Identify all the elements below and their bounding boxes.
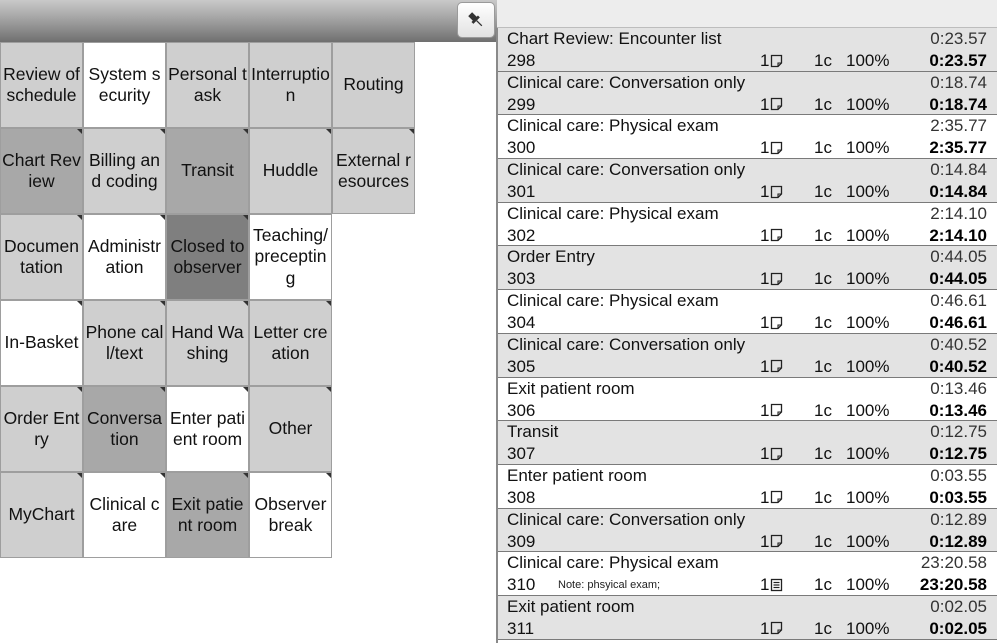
corner-marker-icon: [243, 301, 248, 306]
encounter-id: 303: [507, 269, 536, 289]
encounter-percent: 100%: [846, 400, 890, 420]
encounter-percent: 100%: [846, 531, 890, 551]
corner-marker-icon: [326, 129, 331, 134]
note-empty-icon: [770, 403, 783, 417]
encounter-channels: 1c: [814, 313, 832, 333]
encounter-duration: 2:35.77: [930, 116, 987, 136]
encounter-channels: 1c: [814, 618, 832, 638]
note-empty-icon: [770, 490, 783, 504]
encounter-list: [498, 28, 997, 640]
encounter-channels: 1c: [814, 356, 832, 376]
task-tile-label: Letter creation: [253, 321, 328, 363]
task-tile[interactable]: [249, 300, 332, 386]
encounter-id: 311: [507, 618, 535, 638]
encounter-total: 0:12.75: [929, 444, 987, 464]
encounter-activity: Clinical care: Conversation only: [507, 72, 746, 92]
encounter-id: 304: [507, 313, 536, 333]
encounter-count[interactable]: [760, 50, 783, 71]
encounter-row[interactable]: [498, 552, 997, 596]
task-tile-label: In-Basket: [4, 332, 79, 353]
encounter-count[interactable]: [760, 487, 783, 508]
encounter-count-value: 1: [760, 487, 770, 507]
task-tile-label: Exit patient room: [171, 493, 244, 535]
task-tile[interactable]: [83, 128, 166, 214]
task-tile-label: Billing and coding: [88, 149, 161, 191]
encounter-id: 310: [507, 575, 536, 595]
note-empty-icon: [770, 316, 783, 330]
encounter-total: 0:12.89: [929, 531, 987, 551]
task-tile[interactable]: [249, 214, 332, 300]
encounter-channels: 1c: [814, 138, 832, 158]
encounter-percent: 100%: [846, 313, 890, 333]
task-tile-label: Administration: [88, 235, 161, 277]
task-tile-label: Personal task: [168, 63, 247, 105]
note-empty-icon: [770, 447, 783, 461]
task-tile[interactable]: [166, 42, 249, 128]
task-tile[interactable]: [332, 42, 415, 128]
corner-marker-icon: [243, 387, 248, 392]
encounter-duration: 0:23.57: [930, 29, 987, 48]
encounter-percent: 100%: [846, 444, 890, 464]
encounter-count[interactable]: [760, 618, 783, 639]
encounter-count-value: 1: [760, 575, 770, 595]
encounter-count[interactable]: [760, 574, 783, 595]
note-empty-icon: [770, 272, 783, 286]
task-tile-label: Enter patient room: [170, 407, 245, 449]
encounter-activity: Clinical care: Physical exam: [507, 291, 719, 311]
task-tile-label: Clinical care: [89, 493, 160, 535]
encounter-total: 2:35.77: [929, 138, 987, 158]
task-tile[interactable]: [166, 386, 249, 472]
task-tile-label: Teaching/precepting: [253, 224, 328, 288]
encounter-duration: 0:03.55: [930, 465, 987, 485]
corner-marker-icon: [160, 215, 165, 220]
encounter-id: 306: [507, 400, 536, 420]
encounter-row[interactable]: [498, 465, 997, 509]
task-tile-label: Routing: [343, 74, 404, 95]
encounter-activity: Order Entry: [507, 247, 595, 267]
encounter-percent: 100%: [846, 356, 890, 376]
encounter-count-value: 1: [760, 444, 770, 464]
encounter-duration: 0:02.05: [930, 596, 987, 616]
encounter-row[interactable]: [498, 72, 997, 116]
encounter-count[interactable]: [760, 181, 783, 202]
corner-marker-icon: [243, 215, 248, 220]
encounter-count-value: 1: [760, 400, 770, 420]
encounter-channels: 1c: [814, 575, 832, 595]
encounter-id: 309: [507, 531, 536, 551]
encounter-row[interactable]: [498, 203, 997, 247]
task-tile-label: Other: [268, 418, 313, 439]
encounter-id: 300: [507, 138, 536, 158]
task-tile[interactable]: [166, 214, 249, 300]
task-tile[interactable]: [0, 300, 83, 386]
encounter-note: Note: phsyical exam;: [558, 579, 661, 592]
encounter-percent: 100%: [846, 94, 890, 114]
encounter-total: 0:46.61: [929, 313, 987, 333]
encounter-count[interactable]: [760, 400, 783, 421]
encounter-total: 0:03.55: [929, 487, 987, 507]
task-tile-label: Observer break: [254, 493, 327, 535]
encounter-count-value: 1: [760, 531, 770, 551]
corner-marker-icon: [77, 301, 82, 306]
list-header-bar: [497, 0, 997, 28]
task-tile[interactable]: [166, 300, 249, 386]
corner-marker-icon: [326, 473, 331, 478]
task-tile[interactable]: [83, 472, 166, 558]
task-tile-label: Phone call/text: [85, 321, 164, 363]
encounter-percent: 100%: [846, 225, 890, 245]
encounter-row[interactable]: [498, 246, 997, 290]
top-toolbar: [0, 0, 497, 42]
task-tile-label: System security: [88, 63, 161, 105]
encounter-channels: 1c: [814, 182, 832, 202]
encounter-id: 305: [507, 356, 536, 376]
encounter-percent: 100%: [846, 618, 890, 638]
encounter-activity: Clinical care: Conversation only: [507, 334, 746, 354]
task-tile[interactable]: [83, 214, 166, 300]
task-tile-label: Documentation: [4, 235, 79, 277]
encounter-channels: 1c: [814, 444, 832, 464]
encounter-row[interactable]: [498, 159, 997, 203]
corner-marker-icon: [160, 129, 165, 134]
encounter-count-value: 1: [760, 138, 770, 158]
task-tile[interactable]: [83, 42, 166, 128]
encounter-id: 298: [507, 51, 536, 70]
task-tile[interactable]: [0, 386, 83, 472]
task-tile[interactable]: [83, 300, 166, 386]
corner-marker-icon: [160, 473, 165, 478]
encounter-count-value: 1: [760, 51, 770, 70]
encounter-channels: 1c: [814, 225, 832, 245]
encounter-total: 0:14.84: [929, 182, 987, 202]
task-tile-label: Conversation: [87, 407, 162, 449]
task-tile-label: Interruption: [251, 63, 330, 105]
encounter-count[interactable]: [760, 94, 783, 115]
corner-marker-icon: [160, 387, 165, 392]
encounter-count[interactable]: [760, 225, 783, 246]
encounter-total: 23:20.58: [919, 575, 987, 595]
encounter-row[interactable]: [498, 509, 997, 553]
encounter-activity: Clinical care: Conversation only: [507, 160, 746, 180]
encounter-count-value: 1: [760, 313, 770, 333]
encounter-activity: Clinical care: Physical exam: [507, 203, 719, 223]
encounter-count-value: 1: [760, 356, 770, 376]
task-tile-label: Review of schedule: [3, 63, 80, 105]
corner-marker-icon: [77, 215, 82, 220]
task-tile[interactable]: [0, 128, 83, 214]
encounter-count-value: 1: [760, 225, 770, 245]
encounter-duration: 0:40.52: [930, 334, 987, 354]
task-tile[interactable]: [249, 128, 332, 214]
note-empty-icon: [770, 534, 783, 548]
task-tile[interactable]: [249, 472, 332, 558]
encounter-count-value: 1: [760, 269, 770, 289]
task-tile[interactable]: [332, 128, 415, 214]
encounter-duration: 0:44.05: [930, 247, 987, 267]
encounter-channels: 1c: [814, 487, 832, 507]
encounter-count[interactable]: [760, 137, 783, 158]
encounter-activity: Clinical care: Conversation only: [507, 509, 746, 529]
task-tile-label: Order Entry: [3, 407, 80, 449]
task-tile[interactable]: [0, 472, 83, 558]
encounter-duration: 0:13.46: [930, 378, 987, 398]
note-empty-icon: [770, 359, 783, 373]
encounter-duration: 0:18.74: [930, 72, 987, 92]
corner-marker-icon: [326, 301, 331, 306]
encounter-row[interactable]: [498, 334, 997, 378]
encounter-count-value: 1: [760, 182, 770, 202]
encounter-activity: Exit patient room: [507, 378, 635, 398]
encounter-count[interactable]: [760, 531, 783, 552]
encounter-activity: Enter patient room: [507, 465, 647, 485]
encounter-id: 301: [507, 182, 536, 202]
note-empty-icon: [770, 621, 783, 635]
task-tile[interactable]: [0, 42, 83, 128]
task-tile-label: External resources: [336, 149, 411, 191]
note-empty-icon: [770, 141, 783, 155]
note-empty-icon: [770, 54, 783, 68]
encounter-channels: 1c: [814, 531, 832, 551]
encounter-duration: 23:20.58: [920, 553, 987, 573]
corner-marker-icon: [160, 301, 165, 306]
encounter-row[interactable]: [498, 28, 997, 72]
encounter-total: 0:40.52: [929, 356, 987, 376]
encounter-count[interactable]: [760, 268, 783, 289]
task-tile[interactable]: [249, 42, 332, 128]
encounter-row[interactable]: [498, 421, 997, 465]
corner-marker-icon: [243, 473, 248, 478]
task-tile[interactable]: [83, 386, 166, 472]
encounter-count[interactable]: [760, 443, 783, 464]
encounter-total: 2:14.10: [929, 225, 987, 245]
task-tile-label: Hand Washing: [171, 321, 244, 363]
corner-marker-icon: [77, 473, 82, 478]
pushpin-icon: [465, 9, 487, 31]
encounter-total: 0:02.05: [929, 618, 987, 638]
encounter-count-value: 1: [760, 618, 770, 638]
task-tile[interactable]: [166, 472, 249, 558]
encounter-id: 299: [507, 94, 536, 114]
encounter-activity: Chart Review: Encounter list: [507, 29, 722, 48]
encounter-percent: 100%: [846, 182, 890, 202]
encounter-duration: 0:14.84: [930, 160, 987, 180]
encounter-count[interactable]: [760, 356, 783, 377]
encounter-count-value: 1: [760, 94, 770, 114]
task-tile[interactable]: [0, 214, 83, 300]
note-empty-icon: [770, 97, 783, 111]
encounter-percent: 100%: [846, 575, 890, 595]
task-tile-label: Huddle: [262, 160, 319, 181]
task-tile-label: MyChart: [8, 504, 75, 525]
encounter-total: 0:23.57: [929, 51, 987, 70]
encounter-activity: Clinical care: Physical exam: [507, 116, 719, 136]
encounter-percent: 100%: [846, 269, 890, 289]
encounter-total: 0:18.74: [929, 94, 987, 114]
encounter-channels: 1c: [814, 400, 832, 420]
note-empty-icon: [770, 185, 783, 199]
encounter-total: 0:44.05: [929, 269, 987, 289]
pin-button[interactable]: [457, 2, 495, 38]
encounter-percent: 100%: [846, 138, 890, 158]
encounter-activity: Transit: [507, 422, 559, 442]
encounter-activity: Clinical care: Physical exam: [507, 553, 719, 573]
encounter-total: 0:13.46: [929, 400, 987, 420]
encounter-row[interactable]: [498, 378, 997, 422]
encounter-channels: 1c: [814, 94, 832, 114]
encounter-duration: 0:12.75: [930, 422, 987, 442]
corner-marker-icon: [243, 129, 248, 134]
encounter-row[interactable]: [498, 115, 997, 159]
task-tile-label: Closed to observer: [170, 235, 245, 277]
encounter-channels: 1c: [814, 51, 832, 70]
encounter-percent: 100%: [846, 51, 890, 70]
encounter-row[interactable]: [498, 596, 997, 640]
corner-marker-icon: [409, 129, 414, 134]
corner-marker-icon: [77, 387, 82, 392]
task-tile[interactable]: [249, 386, 332, 472]
note-empty-icon: [770, 228, 783, 242]
encounter-row[interactable]: [498, 290, 997, 334]
task-tile-label: Chart Review: [2, 149, 81, 191]
corner-marker-icon: [77, 129, 82, 134]
note-filled-icon: [770, 578, 783, 592]
encounter-count[interactable]: [760, 312, 783, 333]
task-tile[interactable]: [166, 128, 249, 214]
encounter-duration: 2:14.10: [930, 203, 987, 223]
encounter-id: 307: [507, 444, 536, 464]
encounter-id: 308: [507, 487, 536, 507]
corner-marker-icon: [326, 387, 331, 392]
encounter-percent: 100%: [846, 487, 890, 507]
task-tile-label: Transit: [181, 160, 234, 181]
encounter-activity: Exit patient room: [507, 596, 635, 616]
encounter-id: 302: [507, 225, 536, 245]
encounter-duration: 0:12.89: [930, 509, 987, 529]
encounter-channels: 1c: [814, 269, 832, 289]
encounter-duration: 0:46.61: [930, 291, 987, 311]
